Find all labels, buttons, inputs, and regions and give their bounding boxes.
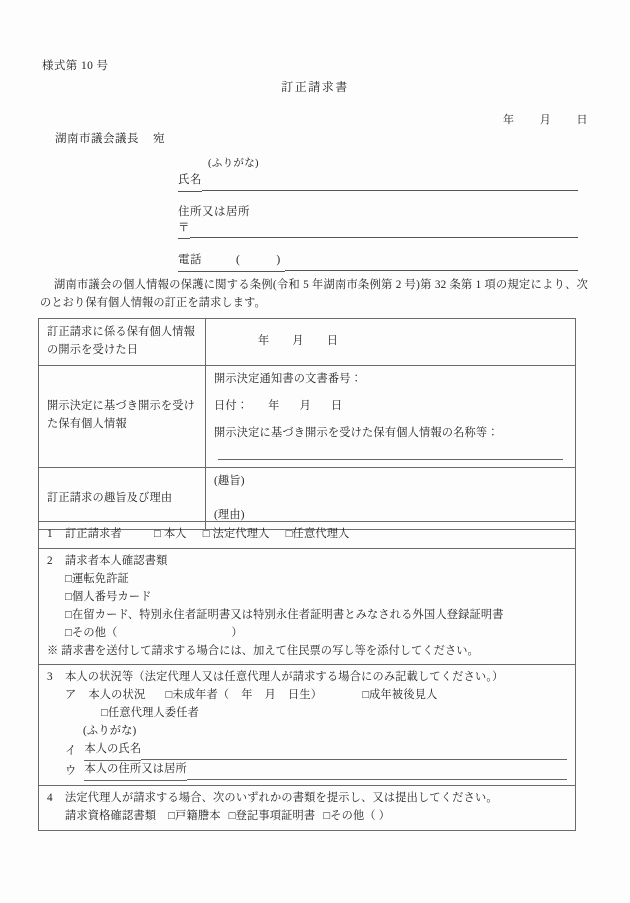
- section-1-number: 1: [47, 528, 53, 540]
- spacer: [178, 239, 578, 252]
- table-row-disclosure-date: [39, 319, 576, 366]
- section-3-item-c[interactable]: [47, 761, 567, 781]
- item-b-label: 本人の氏名: [84, 741, 141, 761]
- checkbox-voluntary-delegator[interactable]: □任意代理人委任者: [101, 707, 200, 720]
- applicant-address-row[interactable]: [178, 220, 578, 239]
- tel-paren-close: ): [272, 252, 284, 271]
- item-c-label: 本人の住所又は居所: [84, 761, 187, 781]
- checkbox-other-document[interactable]: □その他（ ）: [65, 626, 243, 639]
- checkbox-requester-legal-rep[interactable]: □ 法定代理人: [202, 528, 270, 540]
- checkbox-requester-voluntary-rep[interactable]: □任意代理人: [285, 528, 350, 540]
- submission-date-line: [503, 112, 588, 129]
- disclosure-day-label: 日: [326, 334, 339, 347]
- applicant-tel-label: 電話: [178, 252, 202, 271]
- tel-paren-open: (: [232, 252, 244, 271]
- section-3-heading: [47, 669, 567, 687]
- row-label-disclosure-date: 訂正請求に係る保有個人情報の開示を受けた日: [39, 319, 206, 366]
- statute-line-1: 湖南市議会の個人情報の保護に関する条例(令和 5 年湖南市条例第 2 号)第 32 条第 1 項の規定により、: [54, 279, 577, 291]
- disclosure-date-row: [214, 398, 567, 416]
- disclosure-date-month: 月: [299, 399, 311, 412]
- disclosure-date-year: 年: [268, 399, 280, 412]
- disclosure-date-prefix: 日付：: [214, 399, 249, 412]
- section-1-heading: [47, 526, 567, 544]
- date-day-label: 日: [576, 114, 588, 126]
- section-3-item-a: [47, 687, 567, 705]
- section-4-row: [39, 785, 576, 830]
- section-4-options-row: [47, 808, 567, 826]
- minor-birth-month: 月: [264, 689, 277, 702]
- disclosure-date-day: 日: [330, 399, 343, 412]
- statute-paragraph: [40, 276, 588, 313]
- item-b-marker: イ: [65, 745, 77, 758]
- checkbox-family-register[interactable]: □戸籍謄本: [168, 809, 221, 822]
- section-2-note: ※ 請求書を送付して請求する場合には、加えて住民票の写し等を添付してください。: [47, 644, 479, 657]
- checkbox-section4-other[interactable]: □その他（ ）: [323, 809, 391, 822]
- addressee: [55, 131, 165, 148]
- section-3-row: [39, 665, 576, 786]
- checkbox-my-number-card[interactable]: □個人番号カード: [65, 590, 152, 603]
- section-2-number: 2: [47, 554, 53, 567]
- checkbox-drivers-license[interactable]: □運転免許証: [65, 572, 129, 585]
- section-2-heading: [47, 553, 567, 571]
- section-1-row: [39, 522, 576, 549]
- applicant-furigana-label: (ふりがな): [208, 158, 259, 169]
- section-1-title: 訂正請求者: [65, 528, 122, 540]
- document-title: 訂正請求書: [281, 80, 349, 94]
- purpose-label: (趣旨): [214, 474, 245, 487]
- detail-sections-table: [38, 521, 576, 831]
- disclosure-year-label: 年: [258, 334, 270, 347]
- checkbox-residence-card[interactable]: □在留カード、特別永住者証明書又は特別永住者証明書とみなされる外国人登録証明書: [65, 608, 504, 621]
- section-3-title: 本人の状況等（法定代理人又は任意代理人が請求する場合にのみ記載してください。）: [65, 671, 504, 684]
- section-4-heading: [47, 790, 567, 808]
- applicant-tel-row[interactable]: [178, 252, 578, 271]
- checkbox-registry-certificate[interactable]: □登記事項証明書: [228, 809, 316, 822]
- applicant-name-input[interactable]: [202, 190, 578, 191]
- section-2-title: 請求者本人確認書類: [65, 554, 168, 567]
- section-3-item-b[interactable]: [47, 741, 567, 761]
- checkbox-adult-ward[interactable]: □成年被後見人: [362, 689, 438, 702]
- disclosure-month-label: 月: [292, 334, 304, 347]
- applicant-name-label: 氏名: [178, 172, 202, 191]
- applicant-block: [178, 156, 578, 272]
- row-value-disclosed-info[interactable]: [206, 365, 576, 467]
- item-a-label: 本人の状況: [88, 689, 146, 702]
- qualification-doc-label: 請求資格確認書類: [65, 809, 157, 822]
- section-2-cell[interactable]: [39, 548, 576, 665]
- table-row-disclosed-info: [39, 365, 576, 467]
- section-3-furigana-label: (ふりがな): [83, 725, 137, 738]
- statute-line-2: 次のとおり保有個人情報の訂正を請求します。: [40, 279, 588, 310]
- item-a-marker: ア: [65, 689, 77, 702]
- minor-birth-year: 年: [241, 689, 253, 702]
- section-1-cell[interactable]: [39, 522, 576, 549]
- section-4-title: 法定代理人が請求する場合、次のいずれかの書類を提示し、又は提出してください。: [65, 791, 498, 804]
- section-4-number: 4: [47, 791, 53, 804]
- section-3-number: 3: [47, 671, 53, 684]
- checkbox-requester-self[interactable]: □ 本人: [153, 528, 187, 540]
- addressee-suffix: 宛: [153, 133, 165, 145]
- applicant-address-label: 住所又は居所: [178, 205, 250, 218]
- addressee-name: 湖南市議会議長: [55, 133, 139, 145]
- date-year-label: 年: [503, 114, 515, 126]
- person-name-input[interactable]: [141, 759, 567, 760]
- main-information-table: [38, 318, 576, 530]
- reason-label: (理由): [214, 508, 245, 521]
- minor-birth-day: 日生）: [288, 689, 323, 702]
- person-address-input[interactable]: [187, 779, 567, 780]
- form-number: 様式第 10 号: [42, 60, 109, 72]
- applicant-address-input[interactable]: [190, 237, 578, 238]
- disclosure-doc-number-label: 開示決定通知書の文書番号：: [214, 372, 363, 385]
- postal-code-symbol: 〒: [178, 220, 190, 239]
- applicant-tel-input[interactable]: [285, 270, 578, 271]
- disclosure-info-name-label: 開示決定に基づき開示を受けた保有個人情報の名称等：: [214, 426, 499, 439]
- section-3-cell[interactable]: [39, 665, 576, 786]
- section-4-cell[interactable]: [39, 785, 576, 830]
- date-month-label: 月: [539, 114, 552, 126]
- row-label-purpose-reason: 訂正請求の趣旨及び理由: [39, 467, 206, 530]
- applicant-name-row[interactable]: [178, 172, 578, 191]
- checkbox-minor[interactable]: □未成年者（: [165, 689, 230, 702]
- row-value-disclosure-date[interactable]: [206, 319, 576, 366]
- spacer: [178, 192, 578, 205]
- item-c-marker: ウ: [65, 765, 77, 778]
- disclosure-info-name-input[interactable]: [218, 459, 563, 460]
- section-2-row: [39, 548, 576, 665]
- row-label-disclosed-info: 開示決定に基づき開示を受けた保有個人情報: [39, 365, 206, 467]
